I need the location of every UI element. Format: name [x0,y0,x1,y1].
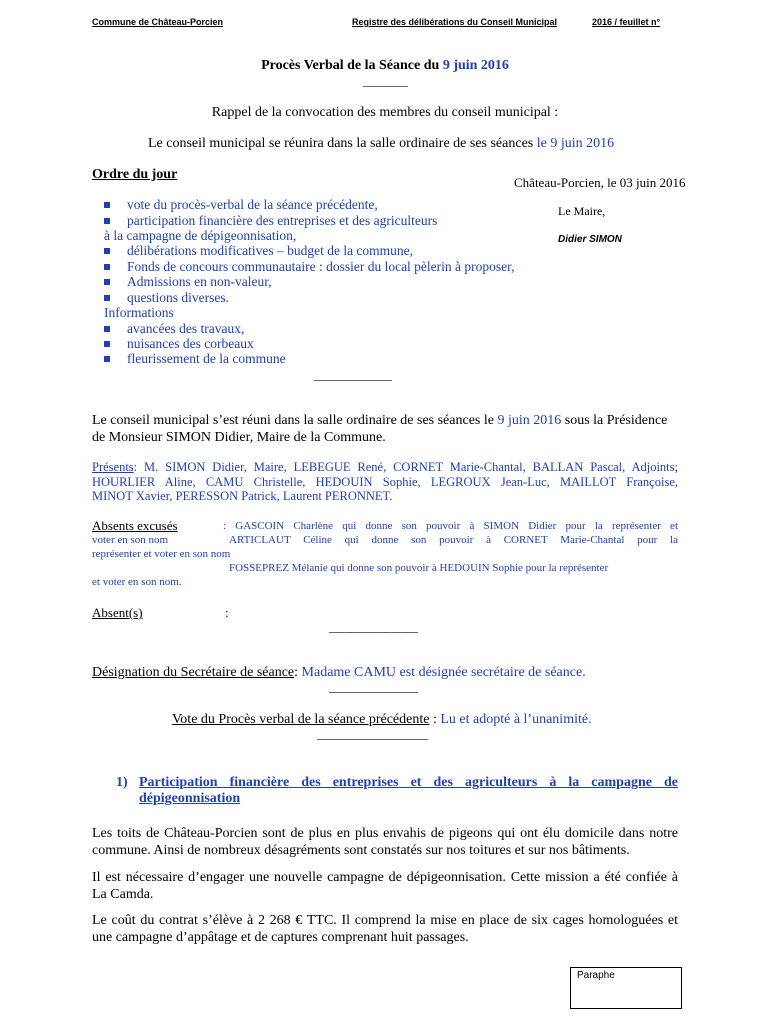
information-item: nuisances des corbeaux [127,336,254,351]
ordre-item: Fonds de concours communautaire : dossier du local pèlerin à proposer, [127,259,515,274]
signature-role: Le Maire, [558,204,606,218]
absents-excuses-line1: : GASCOIN Charlène qui donne son pouvoir à SIMON Didier pour la représenter et [223,520,678,532]
presents-line1: Présents: M. SIMON Didier, Maire, LEBEGUE René, CORNET Marie-Chantal, BALLAN Pascal, Adjoints; [92,460,678,474]
paragraph-1-line2: commune. Ainsi de nombreux désagréments sont constatés sur nos toitures et sur nos bâtiments. [92,843,630,858]
absents-label: Absent(s) [92,605,143,620]
bullet-icon [104,218,110,224]
ordre-item-continuation: à la campagne de dépigeonnisation, [104,228,297,243]
ordre-item: délibérations modificatives – budget de la commune, [127,243,414,258]
vote-pv-line: Vote du Procès verbal de la séance précédente : Lu et adopté à l’unanimité. [172,712,592,727]
ordre-item: Admissions en non-valeur, [127,274,272,289]
bullet-icon [104,295,110,301]
header-registre: Registre des délibérations du Conseil Municipal [352,17,558,27]
presents-line3: MINOT Xavier, PERESSON Patrick, Laurent PERONNET. [92,489,393,503]
header-commune: Commune de Château-Porcien [92,17,224,27]
convocation-date: le 9 juin 2016 [536,136,615,151]
signature-place-date: Château-Porcien, le 03 juin 2016 [514,175,686,190]
presents-label: Présents [92,460,134,474]
reunion-line1-prefix: Le conseil municipal s’est réuni dans la salle ordinaire de ses séances le [92,413,498,428]
bullet-icon [104,202,110,208]
title-prefix: Procès Verbal de la Séance du [261,58,443,73]
ordre-du-jour-label: Ordre du jour [92,167,178,182]
signature-name: Didier SIMON [558,234,622,245]
bullet-icon [104,248,110,254]
vote-pv-rule: —————————— [317,731,427,745]
absents-excuses-line4: FOSSEPREZ Mélanie qui donne son pouvoir à HEDOUIN Sophie pour la représenter [229,562,609,574]
information-item: fleurissement de la commune [127,351,286,366]
paragraph-3-line2: une campagne d’appâtage et de captures comprenant huit passages. [92,930,469,945]
ordre-item: participation financière des entreprises et des agriculteurs [127,213,438,228]
paragraph-2-line2: La Camda. [92,887,154,902]
presents-line1-text: M. SIMON Didier, Maire, LEBEGUE René, CORNET Marie-Chantal, BALLAN Pascal, Adjoints; [144,460,678,474]
ordre-item: questions diverses. [127,290,229,305]
vote-pv-label: Vote du Procès verbal de la séance précédente [172,712,430,727]
secretaire-value: Madame CAMU est désignée secrétaire de séance. [301,665,586,680]
ordre-rule: ——————— [314,372,391,386]
section-title-line2: dépigeonnisation [139,791,241,806]
bullet-icon [104,264,110,270]
convocation-body: Le conseil municipal se réunira dans la salle ordinaire de ses séances [148,136,537,151]
presents-line2: HOURLIER Aline, CAMU Christelle, HEDOUIN Sophie, LEGROUX Jean-Luc, MAILLOT Françoise, [92,475,678,489]
absents-excuses-line5: et voter en son nom. [92,576,182,588]
reunion-line2: de Monsieur SIMON Didier, Maire de la Commune. [92,430,386,445]
paragraph-1-line1: Les toits de Château-Porcien sont de plus en plus envahis de pigeons qui ont élu domicile dans notre [92,826,678,841]
header-feuillet: 2016 / feuillet n° [592,17,661,27]
title-date: 9 juin 2016 [442,58,509,73]
bullet-icon [104,341,110,347]
absents-rule: ———————— [329,624,417,638]
secretaire-rule: ———————— [329,684,417,698]
convocation-text [148,136,614,152]
vote-pv-value: Lu et adopté à l’unanimité. [440,712,592,727]
absents-excuses-line2a: voter en son nom [92,534,169,546]
bullet-icon [104,279,110,285]
reunion-line1-suffix: sous la Présidence [561,413,668,428]
secretaire-line: Désignation du Secrétaire de séance: Madame CAMU est désignée secrétaire de séance. [92,665,586,680]
section-title-line1: Participation financière des entreprises et des agriculteurs à la campagne de [139,775,678,790]
reunion-date: 9 juin 2016 [497,413,562,428]
page-title [0,58,770,74]
secretaire-label: Désignation du Secrétaire de séance [92,665,295,680]
bullet-icon [104,356,110,362]
absents-excuses-line3: représenter et voter en son nom [92,548,231,560]
absents-colon: : [225,605,229,620]
absents-excuses-label: Absents excusés [92,518,178,533]
reunion-line1 [92,413,667,429]
section-number: 1) [116,775,128,790]
paraphe-label: Paraphe [577,970,615,981]
informations-label: Informations [104,305,174,320]
paragraph-3-line1: Le coût du contrat s’élève à 2 268 € TTC. Il comprend la mise en place de six cages homologuées et [92,913,678,928]
information-item: avancées des travaux, [127,321,245,336]
paragraph-2-line1: Il est nécessaire d’engager une nouvelle campagne de dépigeonnisation. Cette mission a été confiée à [92,870,678,885]
absents-excuses-line2b: ARTICLAUT Céline qui donne son pouvoir à CORNET Marie-Chantal pour la [229,534,678,546]
convocation-heading: Rappel de la convocation des membres du conseil municipal : [211,105,559,120]
paraphe-box [570,967,682,1009]
bullet-icon [104,326,110,332]
ordre-item: vote du procès-verbal de la séance précédente, [127,197,378,212]
title-rule: ———— [363,78,407,92]
